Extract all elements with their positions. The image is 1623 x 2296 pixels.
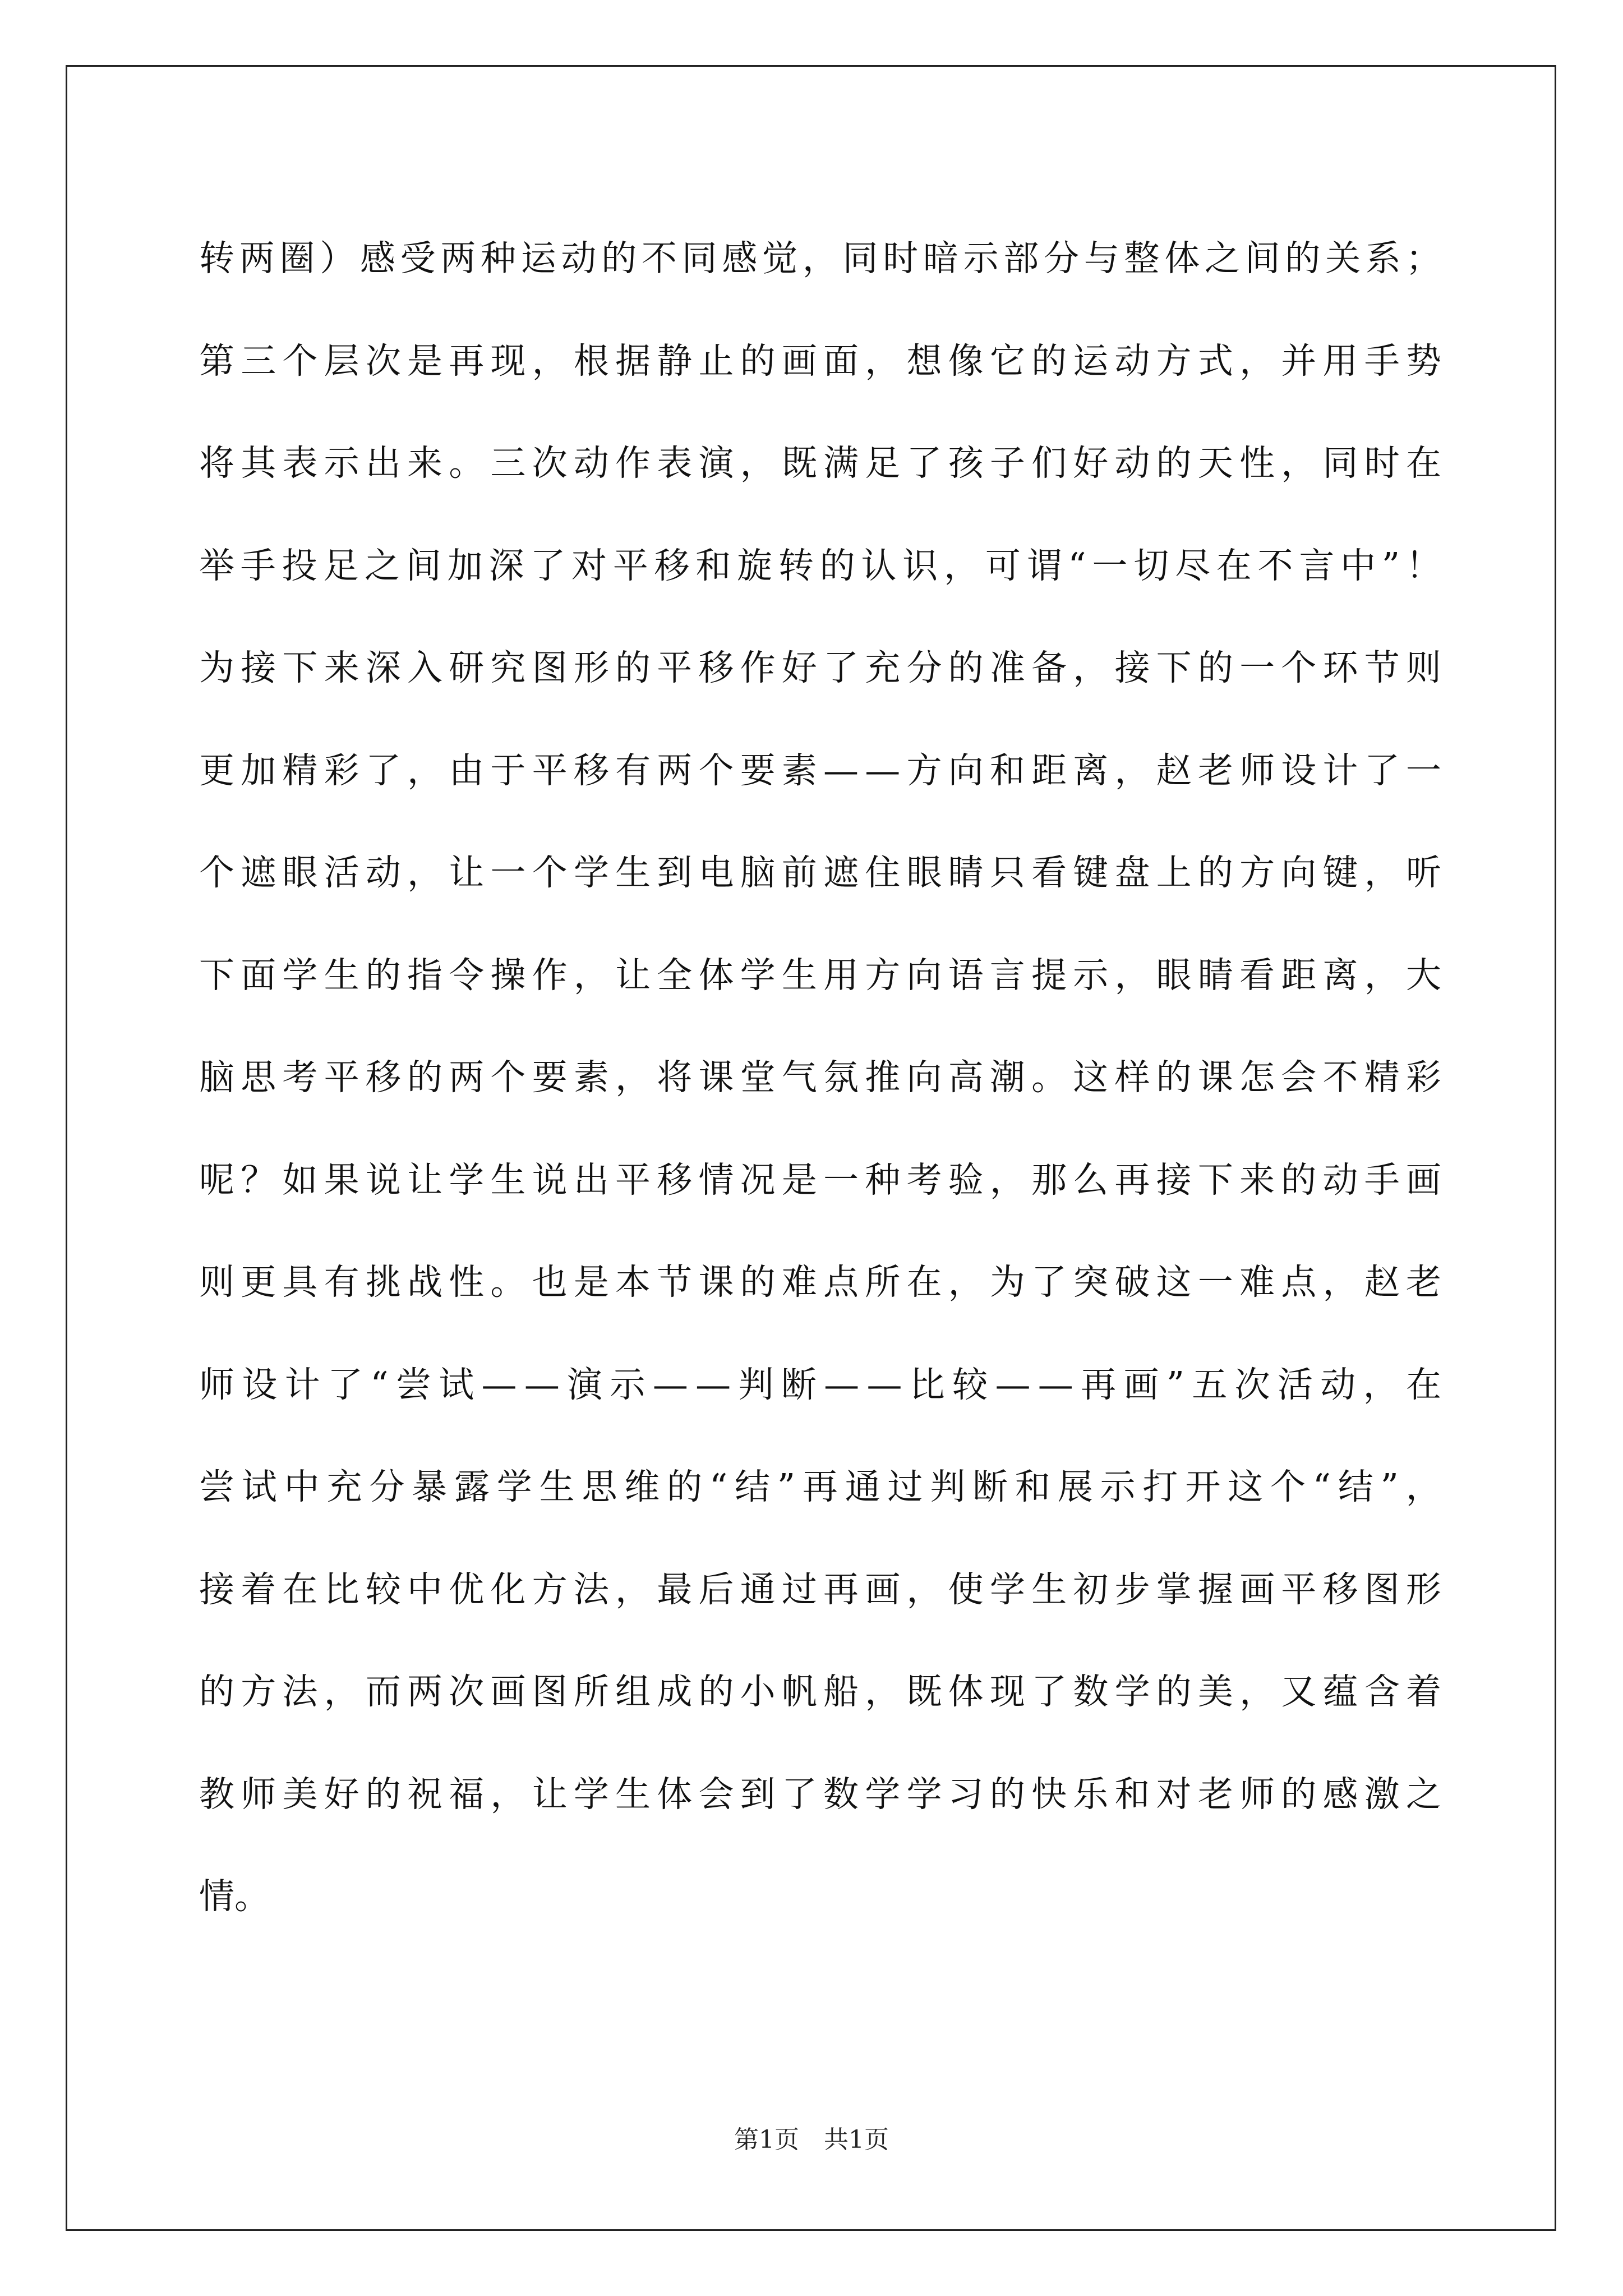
page-number: 第1页 共1页 [734,2125,889,2154]
text-line: 接 着 在 比 较 中 优 化 方 法 ， 最 后 通 过 再 画 ， 使 学 生 初 步 掌 握 画 平 移 图 形 [199,1568,1441,1610]
text-line: 将 其 表 示 出 来 。 三 次 动 作 表 演 ， 既 满 足 了 孩 子 们 好 动 的 天 性 ， 同 时 在 [199,443,1441,484]
text-line: 尝 试 中 充 分 暴 露 学 生 思 维 的 “ 结 ” 再 通 过 判 断 和 展 示 打 开 这 个 “ 结 ” ， [199,1466,1441,1507]
text-line: 教 师 美 好 的 祝 福 ， 让 学 生 体 会 到 了 数 学 学 习 的 快 乐 和 对 老 师 的 感 激 之 [199,1773,1441,1815]
text-line: 则 更 具 有 挑 战 性 。 也 是 本 节 课 的 难 点 所 在 ， 为 了 突 破 这 一 难 点 ， 赵 老 [199,1262,1441,1303]
document-body [199,208,1441,1948]
text-line: 举 手 投 足 之 间 加 深 了 对 平 移 和 旋 转 的 认 识 ， 可 谓 “ 一 切 尽 在 不 言 中 ” ！ [199,545,1441,586]
text-line: 师 设 计 了 “ 尝 试 — — 演 示 — — 判 断 — — 比 较 — — 再 画 ” 五 次 活 动 ， 在 [199,1364,1441,1405]
text-line: 为 接 下 来 深 入 研 究 图 形 的 平 移 作 好 了 充 分 的 准 备 ， 接 下 的 一 个 环 节 则 [199,647,1441,688]
text-line: 的 方 法 ， 而 两 次 画 图 所 组 成 的 小 帆 船 ， 既 体 现 了 数 学 的 美 ， 又 蕴 含 着 [199,1671,1441,1712]
text-line: 转 两 圈 ） 感 受 两 种 运 动 的 不 同 感 觉 ， 同 时 暗 示 部 分 与 整 体 之 间 的 关 系 ； [199,238,1441,279]
text-line: 呢 ？ 如 果 说 让 学 生 说 出 平 移 情 况 是 一 种 考 验 ， 那 么 再 接 下 来 的 动 手 画 [199,1159,1441,1200]
text-line: 更 加 精 彩 了 ， 由 于 平 移 有 两 个 要 素 — — 方 向 和 距 离 ， 赵 老 师 设 计 了 一 [199,749,1441,791]
text-line: 下 面 学 生 的 指 令 操 作 ， 让 全 体 学 生 用 方 向 语 言 提 示 ， 眼 睛 看 距 离 ， 大 [199,954,1441,996]
text-line: 脑 思 考 平 移 的 两 个 要 素 ， 将 课 堂 气 氛 推 向 高 潮 。 这 样 的 课 怎 会 不 精 彩 [199,1057,1441,1098]
text-line: 第 三 个 层 次 是 再 现 ， 根 据 静 止 的 画 面 ， 想 像 它 的 运 动 方 式 ， 并 用 手 势 [199,340,1441,381]
text-line: 情 。 [199,1876,270,1917]
text-line: 个 遮 眼 活 动 ， 让 一 个 学 生 到 电 脑 前 遮 住 眼 睛 只 看 键 盘 上 的 方 向 键 ， 听 [199,852,1441,893]
